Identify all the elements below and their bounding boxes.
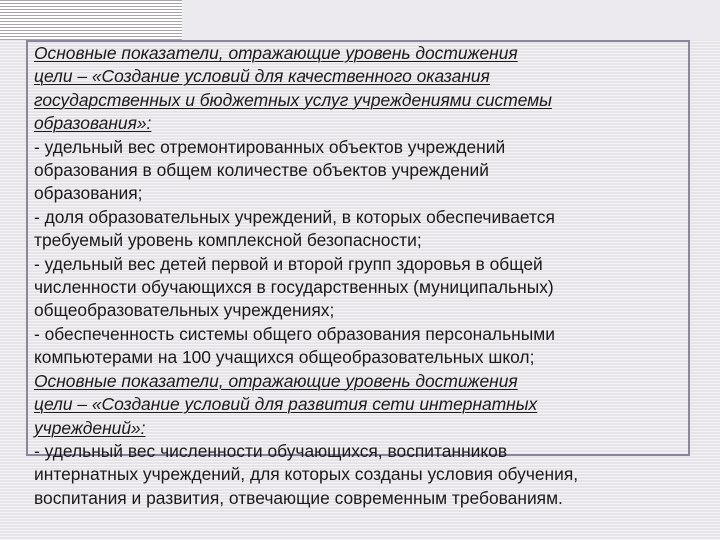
- body-line: требуемый уровень комплексной безопасности;: [34, 230, 422, 251]
- indicator-list-1: [34, 136, 690, 370]
- body-line: интернатных учреждений, для которых созданы условия обучения,: [34, 464, 579, 485]
- heading-line: цели – «Создание условий для развития сети интернатных: [34, 394, 538, 415]
- decorative-stripes: [0, 0, 182, 40]
- heading-line: Основные показатели, отражающие уровень достижения: [34, 370, 518, 391]
- body-line: воспитания и развития, отвечающие современным требованиям.: [34, 487, 563, 508]
- heading-line: цели – «Создание условий для качественного оказания: [34, 66, 490, 87]
- body-line: - удельный вес численности обучающихся, воспитанников: [34, 440, 508, 461]
- body-line: - обеспеченность системы общего образования персональными: [34, 323, 555, 344]
- body-line: общеобразовательных учреждениях;: [34, 300, 335, 321]
- body-line: - доля образовательных учреждений, в которых обеспечивается: [34, 206, 555, 227]
- slide-content: [34, 42, 690, 510]
- decorative-band: [182, 0, 720, 40]
- heading-line: образования»:: [34, 113, 152, 134]
- heading-line: учреждений»:: [34, 417, 146, 438]
- goal-heading-2: [34, 370, 690, 440]
- body-line: образования;: [34, 183, 143, 204]
- goal-heading-1: [34, 42, 690, 136]
- body-line: - удельный вес отремонтированных объектов учреждений: [34, 136, 506, 157]
- heading-line: государственных и бюджетных услуг учреждениями системы: [34, 89, 552, 110]
- body-line: численности обучающихся в государственных (муниципальных): [34, 277, 554, 298]
- body-line: компьютерами на 100 учащихся общеобразовательных школ;: [34, 347, 535, 368]
- body-line: образования в общем количестве объектов учреждений: [34, 160, 489, 181]
- heading-line: Основные показатели, отражающие уровень достижения: [34, 43, 518, 63]
- body-line: - удельный вес детей первой и второй групп здоровья в общей: [34, 253, 543, 274]
- indicator-list-2: [34, 440, 690, 510]
